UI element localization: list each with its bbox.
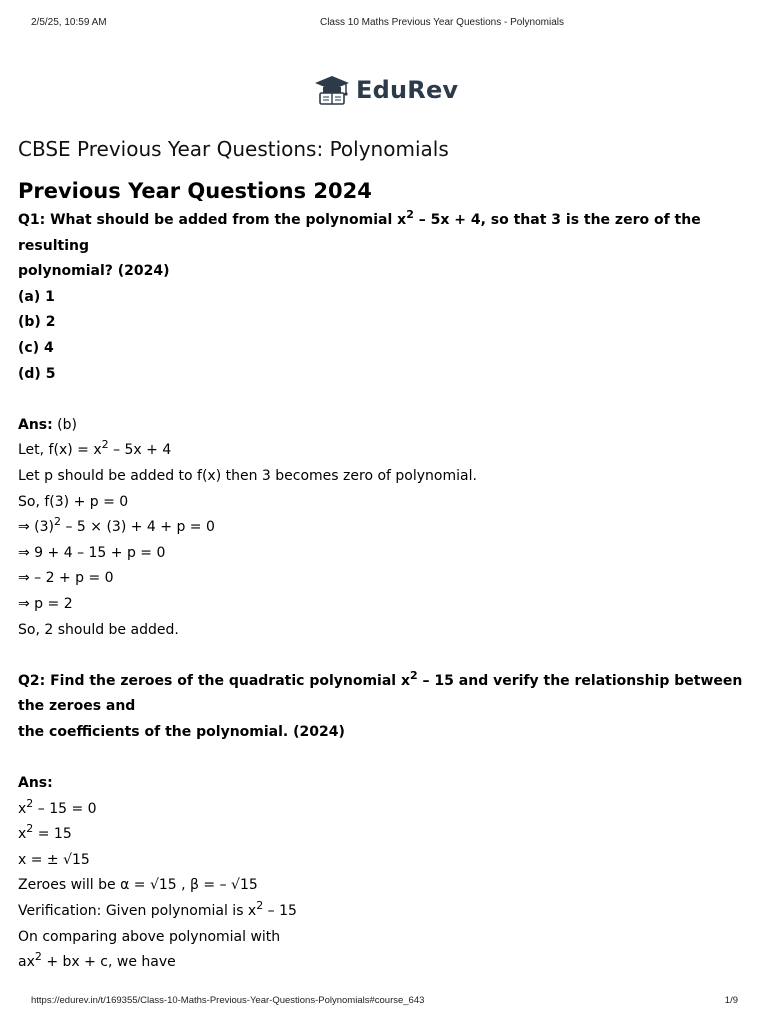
q1-step-4-a: ⇒ (3) [18, 519, 55, 536]
q1-option-d: (d) 5 [18, 365, 56, 382]
q1-option-c: (c) 4 [18, 339, 54, 356]
graduation-cap-icon [314, 74, 350, 106]
q2-step-1-b: – 15 = 0 [33, 800, 97, 817]
q1-text-a: Q1: What should be added from the polynomial x [18, 212, 407, 228]
q1-answer-label: Ans: [18, 416, 53, 433]
q2-text-b: – 15 and verify the relationship between the zeroes and [18, 672, 743, 715]
q1-option-a: (a) 1 [18, 288, 55, 305]
q1-answer [18, 413, 754, 439]
q1-step-3: So, f(3) + p = 0 [18, 493, 129, 510]
spacer [18, 643, 754, 669]
q2-step-3: x = ± √15 [18, 851, 90, 868]
q2-step-5 [18, 899, 754, 925]
q2-step-6: On comparing above polynomial with [18, 928, 281, 945]
q1-question-line-2: polynomial? (2024) [18, 263, 170, 280]
spacer [18, 387, 754, 413]
page-number: 1/9 [724, 995, 738, 1006]
q2-text-a: Q2: Find the zeroes of the quadratic polynomial x [18, 672, 411, 689]
question-1 [18, 208, 754, 643]
q2-step-2-b: = 15 [33, 826, 72, 843]
spacer [18, 745, 754, 771]
q1-step-5: ⇒ 9 + 4 – 15 + p = 0 [18, 544, 166, 561]
print-datetime: 2/5/25, 10:59 AM [31, 17, 107, 28]
brand-name: EduRev [356, 76, 459, 104]
q2-step-2 [18, 822, 754, 848]
q1-step-4-b: – 5 × (3) + 4 + p = 0 [61, 519, 215, 536]
q1-step-2: Let p should be added to f(x) then 3 becomes zero of polynomial. [18, 467, 477, 484]
q2-step-2-exponent: 2 [26, 822, 34, 836]
q2-step-7-a: ax [18, 954, 35, 971]
document-body [18, 132, 754, 976]
q2-step-7-exponent: 2 [34, 950, 42, 964]
q1-step-4 [18, 515, 754, 541]
q1-text-b: – 5x + 4, so that 3 is the zero of the resulting [18, 212, 701, 254]
q2-step-1-exponent: 2 [26, 796, 34, 810]
q1-option-b: (b) 2 [18, 314, 56, 331]
q2-answer-label: Ans: [18, 775, 53, 792]
q2-step-5-exponent: 2 [256, 899, 264, 913]
page-title: CBSE Previous Year Questions: Polynomials [18, 137, 449, 161]
print-doc-title: Class 10 Maths Previous Year Questions - Polynomials [319, 17, 564, 28]
q1-step-1-a: Let, f(x) = x [18, 442, 102, 459]
q1-step-8: So, 2 should be added. [18, 621, 179, 638]
q2-step-7 [18, 950, 754, 976]
q2-step-5-b: – 15 [263, 903, 297, 920]
q1-step-7: ⇒ p = 2 [18, 595, 73, 612]
q1-step-4-exponent: 2 [54, 515, 62, 529]
edurev-logo[interactable] [314, 73, 458, 107]
q1-step-1-b: – 5x + 4 [108, 442, 172, 459]
q1-answer-value: (b) [52, 416, 77, 433]
q1-step-1-exponent: 2 [101, 438, 109, 452]
print-header [0, 17, 768, 31]
q2-step-4: Zeroes will be α = √15 , β = – √15 [18, 877, 258, 894]
q2-question-line-2: the coefficients of the polynomial. (2024) [18, 723, 345, 740]
q2-question-line-1 [18, 669, 754, 720]
q2-step-1 [18, 797, 754, 823]
q1-exponent: 2 [406, 208, 414, 221]
page-url-link[interactable]: https://edurev.in/t/169355/Class-10-Maths-Previous-Year-Questions-Polynomials#course_643 [31, 995, 425, 1006]
q2-exponent: 2 [410, 668, 418, 682]
q1-question-line-1 [18, 208, 754, 259]
q1-step-6: ⇒ – 2 + p = 0 [18, 570, 114, 587]
q2-step-2-a: x [18, 826, 27, 843]
print-footer [0, 995, 768, 1009]
q2-step-1-a: x [18, 800, 27, 817]
question-2 [18, 669, 754, 976]
q1-step-1 [18, 438, 754, 464]
q2-step-5-a: Verification: Given polynomial is x [18, 903, 257, 920]
q2-step-7-b: + bx + c, we have [41, 954, 176, 971]
section-title: Previous Year Questions 2024 [18, 179, 372, 203]
